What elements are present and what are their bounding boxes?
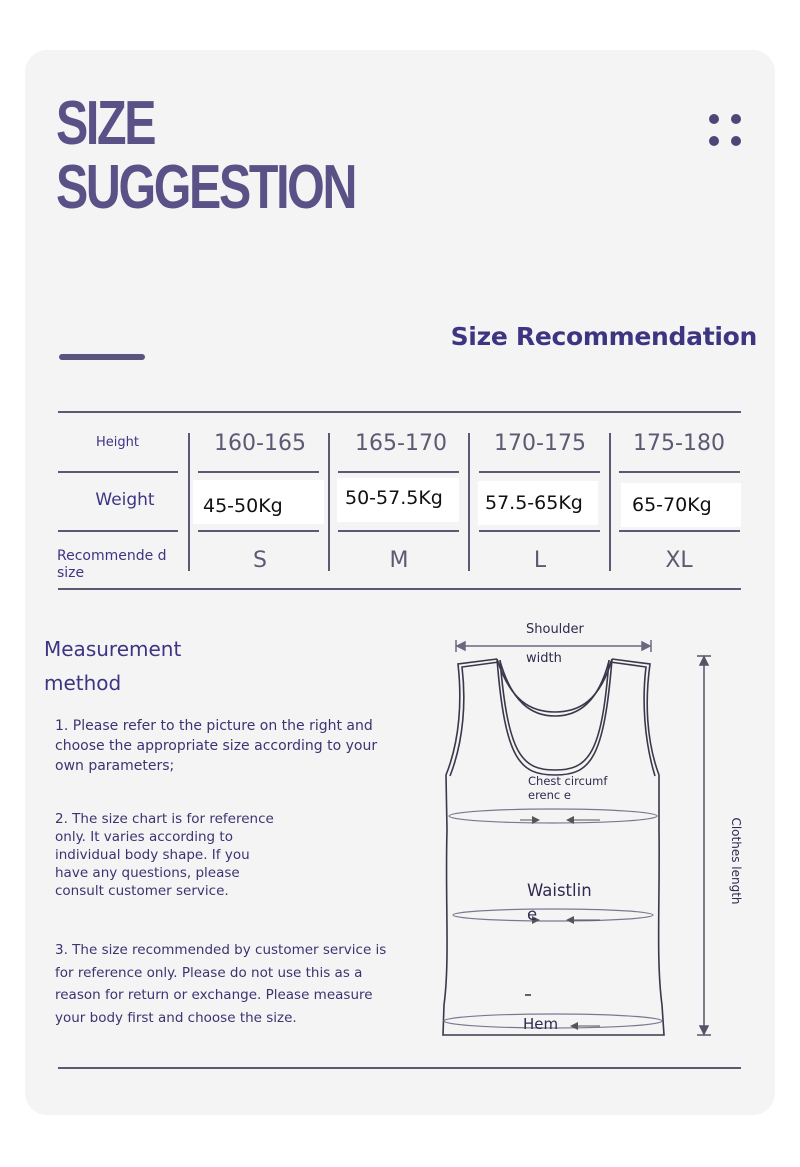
hem-arrows — [570, 1022, 600, 1030]
size-value: L — [533, 548, 547, 573]
weight-value: 57.5-65Kg — [485, 492, 583, 514]
weight-value: 50-57.5Kg — [345, 487, 443, 509]
height-value: 165-170 — [355, 431, 447, 456]
footer-rule — [58, 1067, 741, 1069]
chest-measure-line — [449, 809, 657, 823]
size-value: XL — [665, 548, 693, 573]
size-value: S — [253, 548, 267, 573]
row-label-weight: Weight — [95, 490, 155, 510]
garment-outline — [443, 659, 664, 1035]
height-value: 170-175 — [494, 431, 586, 456]
clothes-length-arrow — [697, 656, 711, 1035]
shoulder-label: Shoulder — [526, 622, 584, 637]
note-1: 1. Please refer to the picture on the right and choose the appropriate size according to your own parameters; — [55, 718, 378, 774]
row-label-size: Recommende d size — [57, 548, 167, 581]
note-2: 2. The size chart is for reference only. It varies according to individual body shape. If you have any questions, please consult customer service. — [55, 811, 274, 899]
row-label-height: Height — [96, 435, 139, 450]
measurement-method-heading: Measurement method — [44, 637, 182, 695]
title-line-2: SUGGESTION — [56, 153, 356, 222]
size-value: M — [389, 548, 409, 573]
note-3: 3. The size recommended by customer service is for reference only. Please do not use this as a reason for return or exchange. Please measure your body first and choose the size. — [55, 942, 387, 1026]
height-value: 175-180 — [633, 431, 725, 456]
shoulder-label-2: width — [526, 651, 562, 666]
hem-label: Hem — [523, 1015, 559, 1033]
height-value: 160-165 — [214, 431, 306, 456]
chest-label: Chest circumferenc e — [528, 774, 608, 802]
size-recommendation-heading: Size Recommendation — [450, 322, 757, 351]
waist-label: Waistlin e — [527, 881, 592, 924]
clothes-length-label: Clothes length — [729, 817, 743, 905]
title-line-1: SIZE — [56, 89, 155, 158]
weight-value: 45-50Kg — [203, 495, 283, 517]
weight-value: 65-70Kg — [632, 494, 712, 516]
